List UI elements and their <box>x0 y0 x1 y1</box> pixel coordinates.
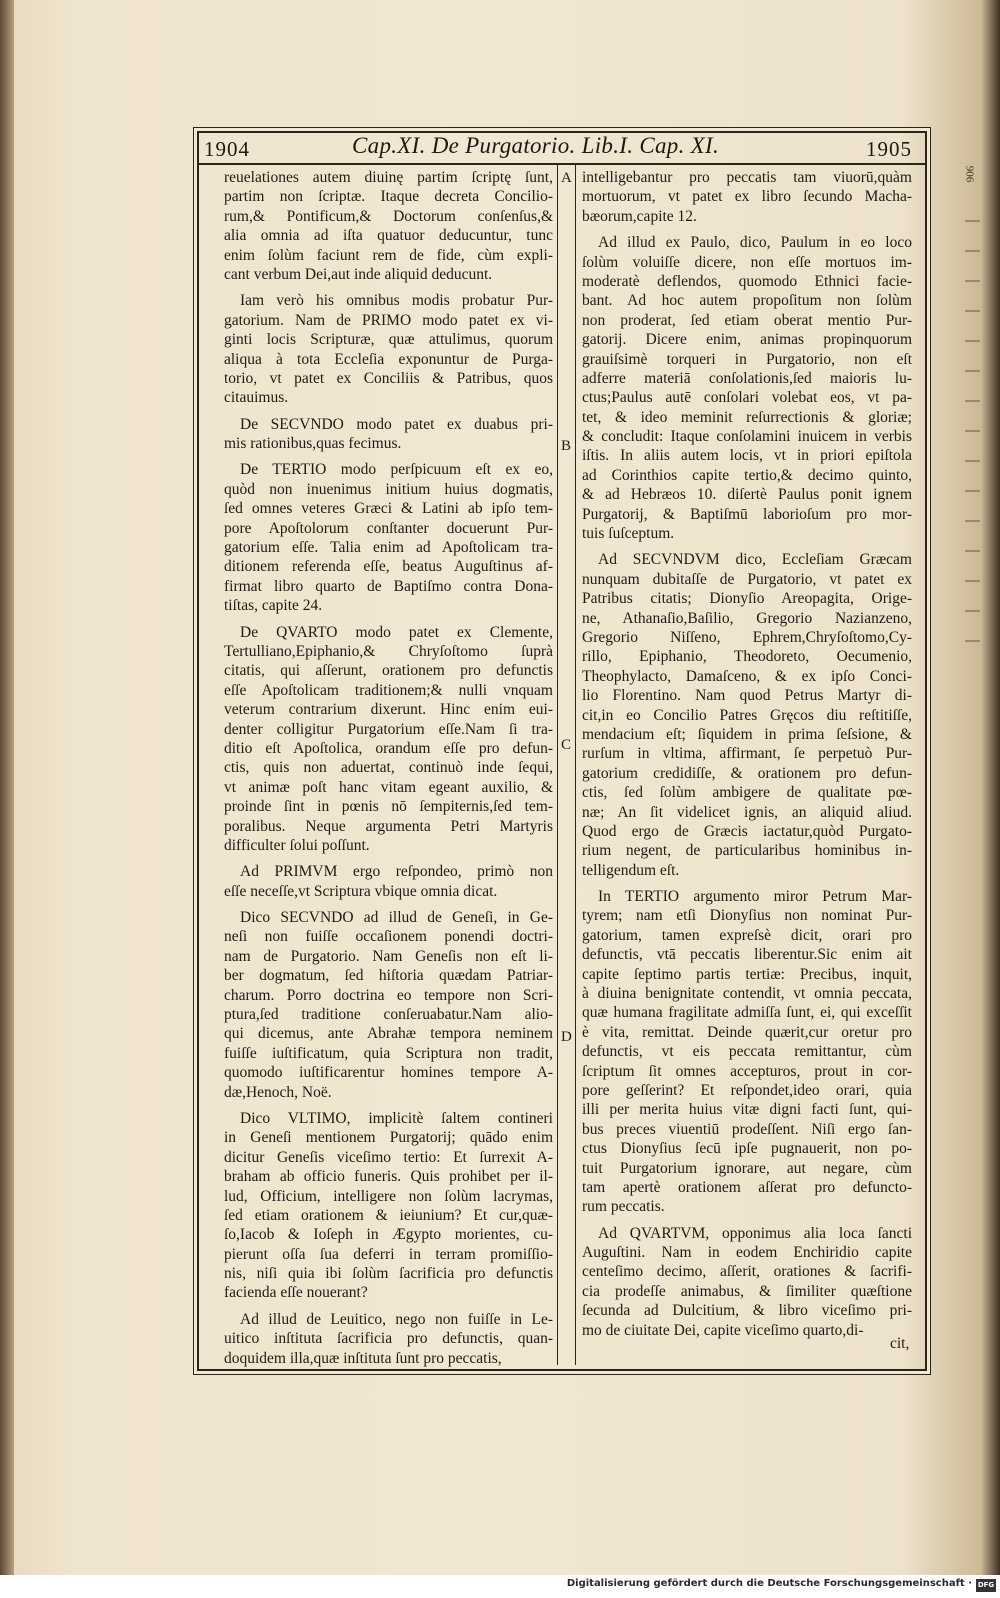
text-line: torio, vt patet ex Conciliis & Patribus, quos <box>224 369 553 387</box>
text-line: charum. Porro doctrina eo tempore non Scri- <box>224 986 553 1004</box>
text-line: fuiſſe iuſtificatum, quia Scriptura non tradit, <box>224 1044 553 1062</box>
text-line: mo de ciuitate Dei, capite viceſimo quarto,di- <box>582 1321 864 1339</box>
text-line: ad Corinthios capite tertio,& decimo quinto, <box>582 466 912 484</box>
text-line: vt animæ poſt hanc vitam egeant auxilio, & <box>224 778 553 796</box>
text-line: ſecunda ad Dulcitium, & libro viceſimo pri- <box>582 1302 912 1320</box>
text-line: mis rationibus,quas fecimus. <box>224 435 402 453</box>
text-line: Theophylacto, Damaſceno, & ex ipſo Conci- <box>582 667 912 685</box>
text-line: mortuorum, vt patet ex libro ſecundo Macha- <box>582 188 912 206</box>
text-line: De TERTIO modo perſpicuum eſt ex eo, <box>240 461 553 479</box>
text-line: intelligebantur pro peccatis tam viuorū,quàm <box>582 169 912 186</box>
text-line: veterum contrarium dixerunt. Hinc enim eui- <box>224 701 553 719</box>
text-line: & concludit: Itaque conſolamini inuicem in verbis <box>582 428 912 446</box>
text-line: lio Florentino. Nam quod Petrus Martyr di- <box>582 687 912 705</box>
text-line: ſolùm voluiſſe dicere, non eſſe mortuos im- <box>582 253 912 271</box>
text-line: telligendum eſt. <box>582 861 680 879</box>
text-line: ctis, ſed ſolùm ambigere de qualitate pœ- <box>582 784 912 802</box>
text-line: adferre materiā conſolationis,ſed maioris lu- <box>582 369 912 387</box>
text-line: gatorij. Dicere enim, animas propinquorum <box>582 331 912 349</box>
text-line: dicitur Geneſis viceſimo tertio: Et ſurrexit A- <box>224 1148 553 1166</box>
text-line: ſed etiam orationem & ieiunium? Et cur,quæ- <box>224 1206 553 1224</box>
text-line: pore geſſerint? Et reſpondet,ideo orari, quia <box>582 1081 912 1099</box>
text-line: dæ,Henoch, Noë. <box>224 1083 332 1101</box>
text-line: bant. Ad hoc autem propoſitum non ſolùm <box>582 292 912 310</box>
text-line: nam de Purgatorio. Nam Geneſis non eſt li- <box>224 947 553 965</box>
margin-marker-b: B <box>561 438 572 454</box>
column-divider-left <box>557 165 558 1365</box>
text-line: aliqua à tota Eccleſia exponuntur de Purga- <box>224 350 553 368</box>
text-line: quomodo iuſtificarentur homines tempore A- <box>224 1064 553 1082</box>
text-line: tyrem; nam etſi Dionyſius non nominat Pur- <box>582 907 912 925</box>
text-line: Auguſtini. Nam in eodem Enchiridio capite <box>582 1244 912 1262</box>
text-line: & ad Hebræos 10. diſertè Paulus ponit ignem <box>582 486 912 504</box>
text-line: enim ſolùm faciunt rem de fide, cùm expli- <box>224 246 553 264</box>
text-line: rum peccatis. <box>582 1198 665 1216</box>
left-page-number: 1904 <box>204 137 250 161</box>
text-line: reuelationes autem diuinę partim ſcriptę ſunt, <box>224 169 553 186</box>
text-line: non proderat, ſed etiam oberat mentio Pur- <box>582 311 912 329</box>
book-edge-right <box>980 0 1000 1598</box>
text-line: Tertulliano,Epiphanio,& Chryſoſtomo ſuprà <box>224 642 553 660</box>
text-line: bus preces viuentiū prodeſſent. Niſi ergo ſan- <box>582 1120 912 1138</box>
text-line: tuis ſuſceptum. <box>582 525 675 543</box>
footer-credit: Digitalisierung gefördert durch die Deutsche Forschungsgemeinschaft · <box>566 1578 972 1589</box>
text-line: tiſtas, capite 24. <box>224 597 323 615</box>
text-line: cit,in eo Concilio Patres Gręcos diu reſtitiſſe, <box>582 706 912 724</box>
header-rule <box>199 163 925 165</box>
running-title: Cap.XI. De Purgatorio. Lib.I. Cap. XI. <box>352 133 720 158</box>
text-line: Quod ergo de Græcis iactatur,quòd Purgato- <box>582 822 912 840</box>
text-line: in Geneſi mentionem Purgatorij; quādo enim <box>224 1129 553 1147</box>
text-line: eſſe Apoſtolicam traditionem;& nulli vnquam <box>224 681 553 699</box>
text-line: firmat libro quarto de Baptiſmo contra Dona- <box>224 577 553 595</box>
text-line: grauiſsimè torqueri in Purgatorio, non eſt <box>582 350 912 368</box>
text-line: braham ab officio funeris. Quis prohibet per il- <box>224 1168 553 1186</box>
text-line: illi per merita huius vitæ digni facti ſunt, qui- <box>582 1101 912 1119</box>
text-line: partim non ſcriptæ. Itaque decreta Concilio- <box>224 188 553 206</box>
text-line: Patribus citatis; Dionyſio Areopagita, Orige- <box>582 590 912 608</box>
text-line: citatis, qui aſſerunt, orationem pro defunctis <box>224 662 553 680</box>
text-line: tam apertè orationem aſſerat pro defuncto- <box>582 1178 912 1196</box>
text-line: proinde ſint in pœnis nō ſempiternis,ſed tem- <box>224 798 553 816</box>
text-line: gatorium. Nam de PRIMO modo patet ex vi- <box>224 311 553 329</box>
text-line: Ad QVARTVM, opponimus alia loca ſancti <box>598 1224 912 1242</box>
text-line: mendacium eſt; ſiquidem in prima ſeſsione, & <box>582 725 912 743</box>
text-line: Ad illud ex Paulo, dico, Paulum in eo loco <box>598 234 912 252</box>
text-line: tet, & ideo meminit reſurrectionis & gloriæ; <box>582 408 912 426</box>
text-line: Iam verò his omnibus modis probatur Pur- <box>240 292 553 310</box>
margin-marker-d: D <box>561 1029 572 1045</box>
text-line: iſtis. In aliis autem locis, vt in priori epiſtola <box>582 447 912 465</box>
text-line: Dico VLTIMO, implicitè ſaltem contineri <box>240 1109 553 1127</box>
text-line: ſcriptum ſit omnes accepturos, prout in cor- <box>582 1062 912 1080</box>
text-line: ſed omnes veteres Græci & Latini ab ipſo tem- <box>224 500 553 518</box>
catchword: cit, <box>890 1335 910 1352</box>
text-line: rillo, Epiphanio, Theodoreto, Oecumenio, <box>582 648 912 666</box>
neighbor-page-number: 906 <box>963 165 976 183</box>
text-line: ditionem referenda eſſe, beatus Auguſtinus af- <box>224 558 553 576</box>
text-line: doquidem illa,quæ inſtituta ſunt pro peccatis, <box>224 1349 502 1367</box>
text-line: ctus;Paulus autē conſolari volebat eos, vt pa- <box>582 389 912 407</box>
text-line: De SECVNDO modo patet ex duabus pri- <box>240 415 553 433</box>
margin-marker-a: A <box>561 170 572 186</box>
text-line: à diuina benignitate contendit, vt omnia peccata, <box>582 985 912 1003</box>
text-line: ne, Athanaſio,Baſilio, Gregorio Nazianzeno, <box>582 609 912 627</box>
neighbor-page-fragment <box>965 140 980 700</box>
book-edge-left <box>0 0 14 1598</box>
text-line: Purgatorij, & Baptiſmū laborioſum pro mor- <box>582 505 912 523</box>
text-line: nis, niſi quia ibi ſolùm ſacrificia pro defunctis <box>224 1265 553 1283</box>
text-line: ginti locis Scripturæ, quæ attulimus, quorum <box>224 331 553 349</box>
text-line: pierunt oſſa ſua deferri in terram promiſſio- <box>224 1245 553 1263</box>
text-line: quæ humana fragilitate admiſſa ſunt, ei, qui exceſſit <box>582 1004 912 1022</box>
text-line: ber dogmatum, ſed hiſtoria quædam Patriar- <box>224 967 553 985</box>
text-line: defunctis, vtā peccatis liberentur.Sic enim ait <box>582 946 912 964</box>
footer-bar <box>0 1575 1000 1598</box>
right-column <box>582 168 912 1340</box>
column-divider-right <box>575 165 576 1365</box>
text-line: ctus Dionyſius ſecū ipſe pugnauerit, non po- <box>582 1140 912 1158</box>
text-line: Gregorio Niſſeno, Ephrem,Chryſoſtomo,Cy- <box>582 628 912 646</box>
text-line: ctis, quis non aduertat, continuò inde ſequi, <box>224 759 553 777</box>
text-line: cant verbum Dei,aut inde aliquid deducunt. <box>224 265 493 283</box>
text-line: lud, Officium, intelligere non ſolùm lacrymas, <box>224 1187 553 1205</box>
text-line: capite ſeptimo partis tertiæ: Precibus, inquit, <box>582 965 912 983</box>
text-line: gatorium, tamen expreſsè dicit, orari pro <box>582 926 912 944</box>
text-line: bæorum,capite 12. <box>582 207 697 225</box>
text-line: ptura,ſed traditione conſeruabatur.Nam alio- <box>224 1006 553 1024</box>
text-line: cia prodeſſe animabus, & ſimiliter quæſtione <box>582 1282 912 1300</box>
text-line: gatorium credidiſſe, & orationem pro defun- <box>582 764 912 782</box>
text-line: næ; An ſit videlicet ignis, an aliquid aliud. <box>582 803 912 821</box>
text-line: rurſum in vltima, affirmant, ſe perpetuò Pur- <box>582 745 912 763</box>
dfg-logo: DFG <box>976 1579 996 1592</box>
text-line: citauimus. <box>224 389 289 407</box>
text-line: Ad SECVNDVM dico, Eccleſiam Græcam <box>598 551 912 569</box>
text-line: uitico inſtituta ſacrificia pro defunctis, quan- <box>224 1330 553 1348</box>
text-line: In TERTIO argumento miror Petrum Mar- <box>598 888 912 906</box>
text-line: alia omnia ad iſta quatuor deducuntur, tunc <box>224 227 553 245</box>
text-line: ſo,Iacob & Ioſeph in Ægypto morientes, cu- <box>224 1226 553 1244</box>
text-line: Ad PRIMVM ergo reſpondeo, primò non <box>240 863 553 881</box>
text-line: eſſe neceſſe,vt Scriptura vbique omnia dicat. <box>224 882 498 900</box>
right-page-number: 1905 <box>866 137 912 161</box>
running-header <box>198 133 924 161</box>
text-line: denter colligitur Purgatorium eſſe.Nam ſi tra- <box>224 720 553 738</box>
text-line: facienda eſſe nouerant? <box>224 1284 368 1302</box>
text-line: defunctis, vt eis peccata remittantur, cùm <box>582 1043 912 1061</box>
margin-marker-c: C <box>561 737 572 753</box>
text-line: neſi non fuiſſe occaſionem ponendi doctri- <box>224 928 553 946</box>
text-line: quòd non inuenimus initium huius dogmatis, <box>224 480 553 498</box>
text-line: centeſimo decimo, aſſerit, orationes & ſacrifi- <box>582 1263 912 1281</box>
text-line: difficulter ſolui poſſunt. <box>224 836 370 854</box>
text-line: Dico SECVNDO ad illud de Geneſi, in Ge- <box>240 909 553 927</box>
text-line: nunquam dubitaſſe de Purgatorio, vt patet ex <box>582 570 912 588</box>
text-line: rum,& Pontificum,& Doctorum conſenſus,& <box>224 207 553 225</box>
text-line: Ad illud de Leuitico, nego non fuiſſe in Le- <box>240 1310 553 1328</box>
text-line: pore Apoſtolorum conſtanter docuerunt Pur- <box>224 519 553 537</box>
text-line: De QVARTO modo patet ex Clemente, <box>240 623 553 641</box>
text-line: tuit Purgatorium ignorare, aut negare, cùm <box>582 1159 912 1177</box>
text-line: gatorium eſſe. Talia enim ad Apoſtolicam tra- <box>224 539 553 557</box>
text-line: qui dicemus, ante Abrahæ tempora neminem <box>224 1025 553 1043</box>
text-line: moderatè deflendos, quomodo Ethnici facie- <box>582 272 912 290</box>
text-line: ditio eſt Apoſtolica, orandum eſſe pro defun- <box>224 739 553 757</box>
left-column <box>224 168 553 1368</box>
text-line: è vita, remittat. Deinde quærit,cur oretur pro <box>582 1023 912 1041</box>
text-line: rium negent, de particularibus hominibus in- <box>582 842 912 860</box>
text-line: poralibus. Neque argumenta Petri Martyris <box>224 817 553 835</box>
